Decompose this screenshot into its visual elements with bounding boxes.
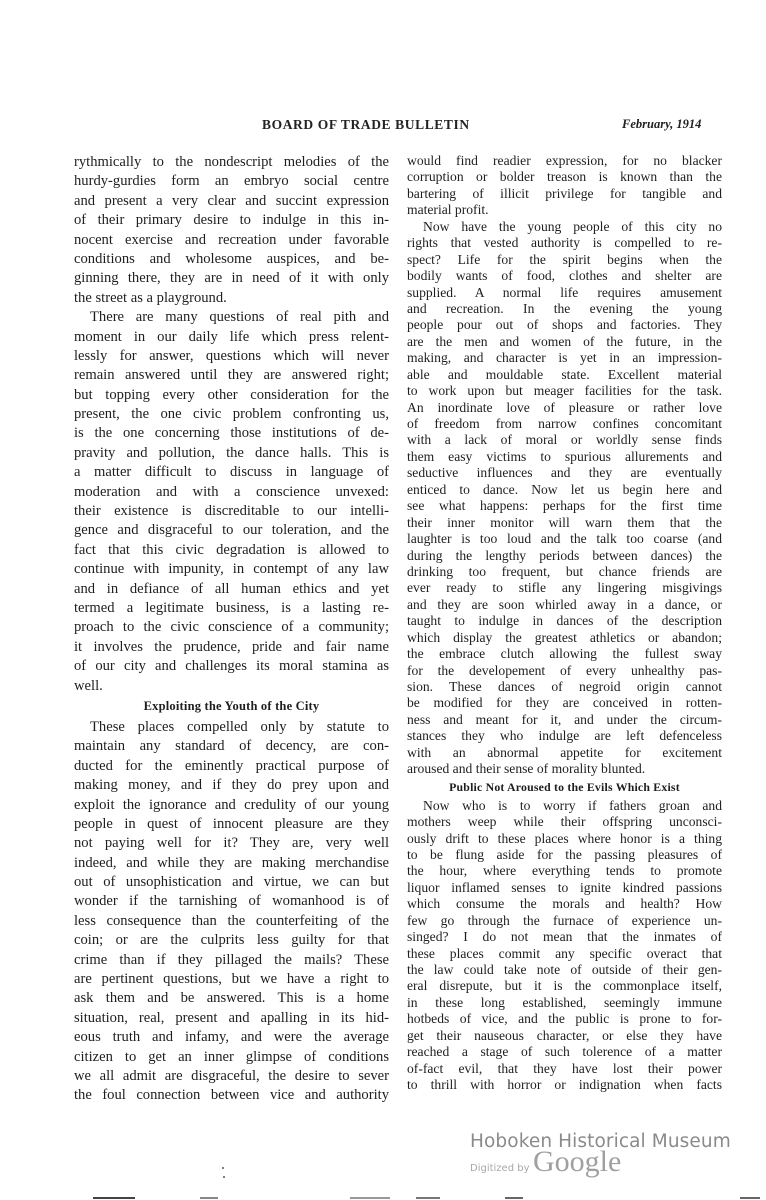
text-line: and in defiance of all human ethics and yet xyxy=(74,580,389,597)
text-line: which display the greatest athletics or abandon; xyxy=(407,629,722,645)
right-column xyxy=(407,153,722,1094)
right-paragraphs-2 xyxy=(407,798,722,1094)
text-line: well. xyxy=(74,677,103,694)
scan-speck xyxy=(223,1176,225,1178)
text-line: supplied. A normal life requires amusement xyxy=(407,284,722,300)
text-line: the embrace clutch allowing the fullest sway xyxy=(407,646,722,662)
text-line: proach to the civic conscience of a community; xyxy=(74,619,389,636)
text-line: These places compelled only by statute to xyxy=(90,718,389,735)
text-line: their inner monitor will warn them that the xyxy=(407,514,722,530)
scan-edge-mark xyxy=(350,1197,390,1199)
text-line: There are many questions of real pith and xyxy=(90,309,389,326)
text-line: the street as a playground. xyxy=(74,289,227,306)
text-line: pravity and pollution, the dance halls. This is xyxy=(74,444,389,461)
running-header xyxy=(0,117,766,137)
text-line: during the lengthy periods between dances) the xyxy=(407,547,722,563)
text-line: aroused and their sense of morality blunted. xyxy=(407,761,646,777)
text-line: eous truth and infamy, and were the average xyxy=(74,1029,389,1046)
text-line: singed? I do not mean that the inmates of xyxy=(407,929,722,945)
text-line: not paying well for it? They are, very well xyxy=(74,835,389,852)
text-line: with an abnormal appetite for excitement xyxy=(407,744,722,760)
text-line: less consequence than the counterfeiting of the xyxy=(74,912,389,929)
text-line: the law could take note of outside of their gen- xyxy=(407,962,722,977)
text-line: Now who is to worry if fathers groan and xyxy=(423,797,722,813)
text-line: crime than if they pillaged the mails? These xyxy=(74,951,389,968)
text-line: wonder if the tarnishing of womanhood is of xyxy=(74,893,389,910)
text-line: out of unsophistication and virtue, we can but xyxy=(74,874,389,891)
text-line: Now have the young people of this city no xyxy=(423,218,722,234)
text-line: enticed to dance. Now let us begin here and xyxy=(407,481,722,497)
text-line: drinking too frequent, but chance friends are xyxy=(407,563,722,579)
text-line: with a lack of moral or worldly sense finds xyxy=(407,432,722,448)
left-paragraphs-2 xyxy=(74,718,389,1106)
text-line: maintain any standard of decency, are con- xyxy=(74,738,389,755)
text-line: hurdy-gurdies form an embryo social centre xyxy=(74,173,389,190)
text-line: few go through the furnace of experience un- xyxy=(407,912,722,928)
text-line: laughter is too loud and the talk too coarse (and xyxy=(407,531,722,547)
text-line: present, the one civic problem confronting us, xyxy=(74,406,389,423)
scan-edge-mark xyxy=(93,1197,135,1199)
text-line: stances they who indulge are left defenceless xyxy=(407,728,722,744)
text-line: and they are soon whirled away in a dance, or xyxy=(407,596,722,612)
text-line: ever ready to stifle any lingering misgivings xyxy=(407,580,722,596)
text-line: people pour out of shops and factories. They xyxy=(407,317,722,333)
right-paragraphs xyxy=(407,153,722,778)
issue-date: February, 1914 xyxy=(622,117,702,131)
google-logo-text: Google xyxy=(533,1145,622,1178)
text-line: them easy victims to spurious allurements and xyxy=(407,448,722,464)
scan-edge-mark xyxy=(200,1197,218,1199)
text-line: spect? Life for the spirit begins when the xyxy=(407,251,722,267)
text-line: material profit. xyxy=(407,202,489,218)
text-line: to be flung aside for the passing pleasures of xyxy=(407,846,722,862)
text-line: their existence is discreditable to our intelli- xyxy=(74,503,389,520)
text-line: An inordinate love of pleasure or rather love xyxy=(407,399,722,415)
text-line: situation, real, present and apalling in its hid- xyxy=(74,1009,389,1026)
scan-edge-mark xyxy=(416,1197,440,1199)
text-line: lessly for answer, questions which will never xyxy=(74,347,389,364)
text-line: is the one concerning those institutions of de- xyxy=(74,425,389,442)
text-line: rythmically to the nondescript melodies of the xyxy=(74,154,389,170)
text-line: these places commit any specific overact that xyxy=(407,945,722,961)
text-line: corruption or bolder treason is known than the xyxy=(407,169,722,185)
scan-edge-mark xyxy=(505,1197,523,1199)
scan-edge-mark xyxy=(740,1197,760,1199)
text-line: of our city and challenges its moral stamina as xyxy=(74,658,389,675)
text-line: and present a very clear and succint expression xyxy=(74,192,389,209)
text-line: hotbeds of vice, and the public is prone to for- xyxy=(407,1011,722,1027)
digitized-by-label: Digitized by xyxy=(470,1163,530,1174)
text-line: the foul connection between vice and authority xyxy=(74,1087,389,1104)
text-line: moderation and with a conscience unvexed: xyxy=(74,483,389,500)
text-line: which consume the morals and health? How xyxy=(407,896,722,912)
text-line: taught to indulge in dances of the description xyxy=(407,613,722,629)
text-line: we all admit are disgraceful, the desire to sever xyxy=(74,1067,389,1084)
text-line: see what happens: perhaps for the first time xyxy=(407,498,722,514)
text-line: reached a stage of such tolerence of a matter xyxy=(407,1044,722,1060)
text-line: of freedom from narrow confines concomitant xyxy=(407,416,722,431)
text-line: exploit the ignorance and credulity of our young xyxy=(74,796,389,813)
text-line: conditions and wholesome auspices, and be- xyxy=(74,250,389,267)
text-line: mothers weep while their offspring unconsci- xyxy=(407,814,722,830)
text-line: to work upon but meager facilities for the task. xyxy=(407,383,722,399)
text-line: continue with impunity, in contempt of any law xyxy=(74,561,389,578)
text-line: ously drift to these places where honor is a thing xyxy=(407,830,722,846)
text-line: are the men and women of the future, in the xyxy=(407,333,722,349)
text-line: termed a legitimate business, is a lasting re- xyxy=(74,599,389,616)
museum-name: Hoboken Historical Museum xyxy=(470,1131,731,1152)
text-line: be modified for they are conceived in rotten- xyxy=(407,695,722,711)
text-line: of-fact evil, that they have lost their power xyxy=(407,1060,722,1076)
text-line: get their nauseous character, or else they have xyxy=(407,1027,722,1043)
text-line: a matter difficult to discuss in language of xyxy=(74,464,389,481)
text-line: nocent exercise and recreation under favorable xyxy=(74,231,389,248)
text-line: ginning there, they are in need of it with only xyxy=(74,270,389,287)
text-line: are pertinent questions, but we have a right to xyxy=(74,971,389,988)
left-column xyxy=(74,153,389,1106)
text-line: liquor inflamed senses to ignite kindred passions xyxy=(407,879,722,895)
text-line: rights that vested authority is compelled to re- xyxy=(407,235,722,251)
left-paragraphs xyxy=(74,153,389,696)
text-line: of their primary desire to indulge in this in- xyxy=(74,212,389,229)
digitization-watermark xyxy=(470,1131,731,1178)
text-line: gence and disgraceful to our toleration, and the xyxy=(74,522,389,539)
text-line: and recreation. In the evening the young xyxy=(407,300,722,316)
text-line: in these long established, seemingly immune xyxy=(407,994,722,1010)
text-line: bodily wants of food, clothes and shelter are xyxy=(407,268,722,284)
text-line: indeed, and while they are making merchandise xyxy=(74,854,389,871)
text-line: to thrill with horror or indignation when facts xyxy=(407,1077,722,1093)
text-line: would find readier expression, for no blacker xyxy=(407,153,722,168)
text-line: people in quest of innocent pleasure are they xyxy=(74,815,389,832)
text-line: coin; or are the culprits less guilty for that xyxy=(74,932,389,949)
text-line: remain answered until they are answered right; xyxy=(74,367,389,384)
text-line: sion. These dances of negroid origin cannot xyxy=(407,679,722,694)
text-line: able and mouldable state. Excellent material xyxy=(407,366,722,382)
text-line: it involves the prudence, pride and fair name xyxy=(74,638,389,655)
text-line: eral disrepute, but it is the commonplace itself, xyxy=(407,978,722,994)
text-line: citizen to get an inner glimpse of conditions xyxy=(74,1048,389,1065)
section-heading: Exploiting the Youth of the City xyxy=(143,698,320,713)
text-line: moment in our daily life which press relent- xyxy=(74,328,389,345)
publication-title: BOARD OF TRADE BULLETIN xyxy=(262,117,470,132)
text-line: the hour, where everything tends to promote xyxy=(407,863,722,879)
text-line: ducted for the eminently practical purpose of xyxy=(74,757,389,774)
text-line: making money, and if they do prey upon and xyxy=(74,777,389,794)
scan-speck xyxy=(222,1167,224,1169)
text-line: for the developement of every unhealthy pas- xyxy=(407,662,722,678)
text-line: ness and meant for it, and under the circum- xyxy=(407,711,722,727)
text-line: but topping every other consideration for the xyxy=(74,386,389,403)
section-heading: Public Not Aroused to the Evils Which Exist xyxy=(449,779,680,794)
text-line: fact that this civic degradation is allowed to xyxy=(74,541,389,558)
text-line: seductive influences and they are eventually xyxy=(407,465,722,481)
text-line: bartering of illicit privilege for tangible and xyxy=(407,185,722,201)
text-line: ask them and be answered. This is a home xyxy=(74,990,389,1007)
text-line: making, and character is yet in an impression- xyxy=(407,350,722,366)
